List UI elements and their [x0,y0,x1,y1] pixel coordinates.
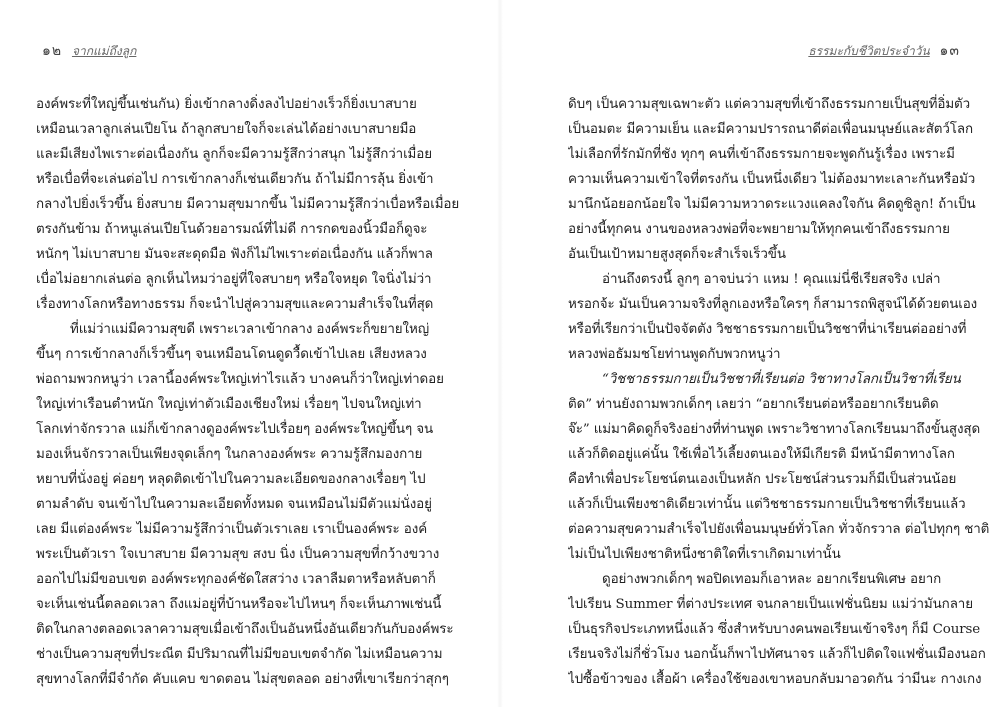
paragraph-start-line: ที่แม่ว่าแม่มีความสุขดี เพราะเวลาเข้ากลาง องค์พระก็ขยายใหญ่ [70,322,430,337]
right-running-title: ธรรมะกับชีวิตประจำวัน [808,44,930,58]
text-line: เหมือนเวลาลูกเล่นเปียโน ถ้าลูกสบายใจก็จะเล่นได้อย่างเบาสบายมือ [36,122,417,137]
text-line: ไม่เป็นไปเพียงชาติหนึ่งชาติใดที่เราเกิดมาเท่านั้น [568,547,841,562]
text-line: มองเห็นจักรวาลเป็นเพียงจุดเล็กๆ ในกลางองค์พระ ความรู้สึกมองกาย [36,447,423,462]
paragraph-start-line: อ่านถึงตรงนี้ ลูกๆ อาจบ่นว่า แหม ! คุณแม่นี่ชีเรียสจริง เปล่า [602,272,941,287]
text-line: แล้วก็ติดอยู่แค่นั้น ใช้เพื่อไว้เลี้ยงตนเองให้มีเกียรติ มีหน้ามีตาทางโลก [568,447,955,462]
text-line: มานึกน้อยอกน้อยใจ ไม่มีความหวาดระแวงแคลงใจกัน คิดดูซิลูก! ถ้าเป็น [568,197,976,212]
quote-line: “วิชชาธรรมกายเป็นวิชชาที่เรียนต่อ วิชาทางโลกเป็นวิชาที่เรียน [602,372,961,387]
text-line: ใหญ่เท่าเรือนตำหนัก ใหญ่เท่าตัวเมืองเชียงใหม่ เรื่อยๆ ไปจนใหญ่เท่า [36,397,422,412]
text-line: ตรงกันข้าม ถ้าหนูเล่นเปียโนด้วยอารมณ์ที่ไม่ดี การกดของนิ้วมือก็ดูจะ [36,222,428,237]
text-line: ต่อความสุขความสำเร็จไปยังเพื่อนมนุษย์ทั่วโลก ทั่วจักรวาล ต่อไปทุกๆ ชาติ [568,522,990,537]
left-running-title: จากแม่ถึงลูก [71,44,137,58]
text-line: คือทำเพื่อประโยชน์ตนเองเป็นหลัก ประโยชน์ส่วนรวมก็มีเป็นส่วนน้อย [568,472,957,487]
text-line: เบื่อไม่อยากเล่นต่อ ลูกเห็นไหมว่าอยู่ที่ใจสบายๆ หรือใจหยุด ใจนิ่งไม่ว่า [36,272,432,287]
text-line: จะเห็นเช่นนี้ตลอดเวลา ถึงแม่อยู่ที่บ้านหรือจะไปไหนๆ ก็จะเห็นภาพเช่นนี้ [36,597,442,612]
text-line: หรือที่เรียกว่าเป็นปัจจัตตัง วิชชาธรรมกายเป็นวิชชาที่น่าเรียนต่ออย่างที่ [568,322,967,337]
text-line: ความเห็นความเข้าใจที่ตรงกัน เป็นหนึ่งเดียว ไม่ต้องมาทะเลาะกันหรือมัว [568,172,976,187]
text-line: เรื่องทางโลกหรือทางธรรม ก็จะนำไปสู่ความสุขและความสำเร็จในที่สุด [36,297,434,312]
text-line: พระเป็นตัวเรา ใจเบาสบาย มีความสุข สงบ นิ่ง เป็นความสุขที่กว้างขวาง [36,547,440,562]
text-line: เรียนจริงไม่กี่ชั่วโมง นอกนั้นก็พาไปทัศนาจร แล้วก็ไปติดใจแฟชั่นเมืองนอก [568,647,986,662]
text-line: หยาบที่นั่งอยู่ ค่อยๆ หลุดติดเข้าไปในความละเอียดของกลางเรื่อยๆ ไป [36,472,426,487]
text-line: หนักๆ ไม่เบาสบาย มันจะสะดุดมือ ฟังก็ไม่ไพเราะต่อเนื่องกัน แล้วก็พาล [36,247,433,262]
text-line: กลางไปยิ่งเร็วขึ้น ยิ่งสบาย มีความสุขมากขึ้น ไม่มีความรู้สึกว่าเบื่อหรือเมื่อย [36,197,460,212]
right-page-header [808,40,966,62]
text-line: หลวงพ่อธัมมชโยท่านพูดกับพวกหนูว่า [568,347,781,362]
paragraph-start-line: ดูอย่างพวกเด็กๆ พอปิดเทอมก็เอาหละ อยากเรียนพิเศษ อยาก [602,572,942,587]
text-line: เป็นธุรกิจประเภทหนึ่งแล้ว ซึ่งสำหรับบางคนพอเรียนเข้าจริงๆ ก็มี Course [568,622,981,637]
text-line: ดิบๆ เป็นความสุขเฉพาะตัว แต่ความสุขที่เข้าถึงธรรมกายเป็นสุขที่อิ่มตัว [568,97,971,112]
text-line: ติดในกลางตลอดเวลาความสุขเมื่อเข้าถึงเป็นอันหนึ่งอันเดียวกันกับองค์พระ [36,622,454,637]
text-line: แล้วก็เป็นเพียงชาติเดียวเท่านั้น แต่วิชชาธรรมกายเป็นวิชชาที่เรียนแล้ว [568,497,966,512]
text-line: ติด” ท่านยังถามพวกเด็กๆ เลยว่า “อยากเรียนต่อหรืออยากเรียนติด [568,397,939,412]
text-line: ช่างเป็นความสุขที่ประณีต มีปริมาณที่ไม่มีขอบเขตจำกัด ไม่เหมือนความ [36,647,443,662]
text-line: ออกไปไม่มีขอบเขต องค์พระทุกองค์ชัดใสสว่าง เวลาลืมตาหรือหลับตาก็ [36,572,436,587]
text-line: อันเป็นเป้าหมายสูงสุดก็จะสำเร็จเร็วขึ้น [568,247,786,262]
text-line: ตามลำดับ จนเข้าไปในความละเอียดทั้งหมด จนเหมือนไม่มีตัวแม่นั่งอยู่ [36,497,432,512]
text-line: หรือเบื่อที่จะเล่นต่อไป การเข้ากลางก็เช่นเดียวกัน ถ้าไม่มีการลุ้น ยิ่งเข้า [36,172,434,187]
text-line: โลกเท่าจักรวาล แม่ก็เข้ากลางดูองค์พระไปเรื่อยๆ องค์พระใหญ่ขึ้นๆ จน [36,422,434,437]
text-line: เลย มีแต่องค์พระ ไม่มีความรู้สึกว่าเป็นตัวเราเลย เราเป็นองค์พระ องค์ [36,522,428,537]
text-line: องค์พระที่ใหญ่ขึ้นเช่นกัน) ยิ่งเข้ากลางดิ่งลงไปอย่างเร็วก็ยิ่งเบาสบาย [36,97,417,112]
text-line: ไปซื้อข้าวของ เสื้อผ้า เครื่องใช้ของเขาหอบกลับมาอวดกัน ว่ามีนะ กางเกง [568,672,982,687]
text-line: ขึ้นๆ การเข้ากลางก็เร็วขึ้นๆ จนเหมือนโดนดูดวื้ดเข้าไปเลย เสียงหลวง [36,347,427,362]
text-line: จ๊ะ” แม่มาคิดดูก็จริงอย่างที่ท่านพูด เพราะวิชาทางโลกเรียนมาถึงขั้นสูงสุด [568,422,981,437]
text-line: และมีเสียงไพเราะต่อเนื่องกัน ลูกก็จะมีความรู้สึกว่าสนุก ไม่รู้สึกว่าเมื่อย [36,147,432,162]
text-line: ไปเรียน Summer ที่ต่างประเทศ จนกลายเป็นแฟชั่นนิยม แม่ว่ามันกลาย [568,597,973,612]
text-line: อย่างนี้ทุกคน งานของหลวงพ่อที่จะพยายามให้ทุกคนเข้าถึงธรรมกาย [568,222,950,237]
text-line: หรอกจ้ะ มันเป็นความจริงที่ลูกเองหรือใครๆ ก็สามารถพิสูจน์ได้ด้วยตนเอง [568,297,978,312]
left-page-header [36,40,136,62]
text-line: พ่อถามพวกหนูว่า เวลานี้องค์พระใหญ่เท่าไรแล้ว บางคนก็ว่าใหญ่เท่าดอย [36,372,444,387]
text-line: ไม่เลือกที่รักมักที่ชัง ทุกๆ คนที่เข้าถึงธรรมกายจะพูดกันรู้เรื่อง เพราะมี [568,147,955,162]
text-line: สุขทางโลกที่มีจำกัด คับแคบ ขาดตอน ไม่สุขตลอด อย่างที่เขาเรียกว่าสุกๆ [36,672,449,687]
right-page-body [568,92,1000,692]
left-page-number: ๑๒ [42,43,63,59]
left-page-body [36,92,468,692]
text-line: เป็นอมตะ มีความเย็น และมีความปรารถนาดีต่อเพื่อนมนุษย์และสัตว์โลก [568,122,973,137]
right-page [500,0,1000,707]
right-page-number: ๑๓ [939,43,960,59]
